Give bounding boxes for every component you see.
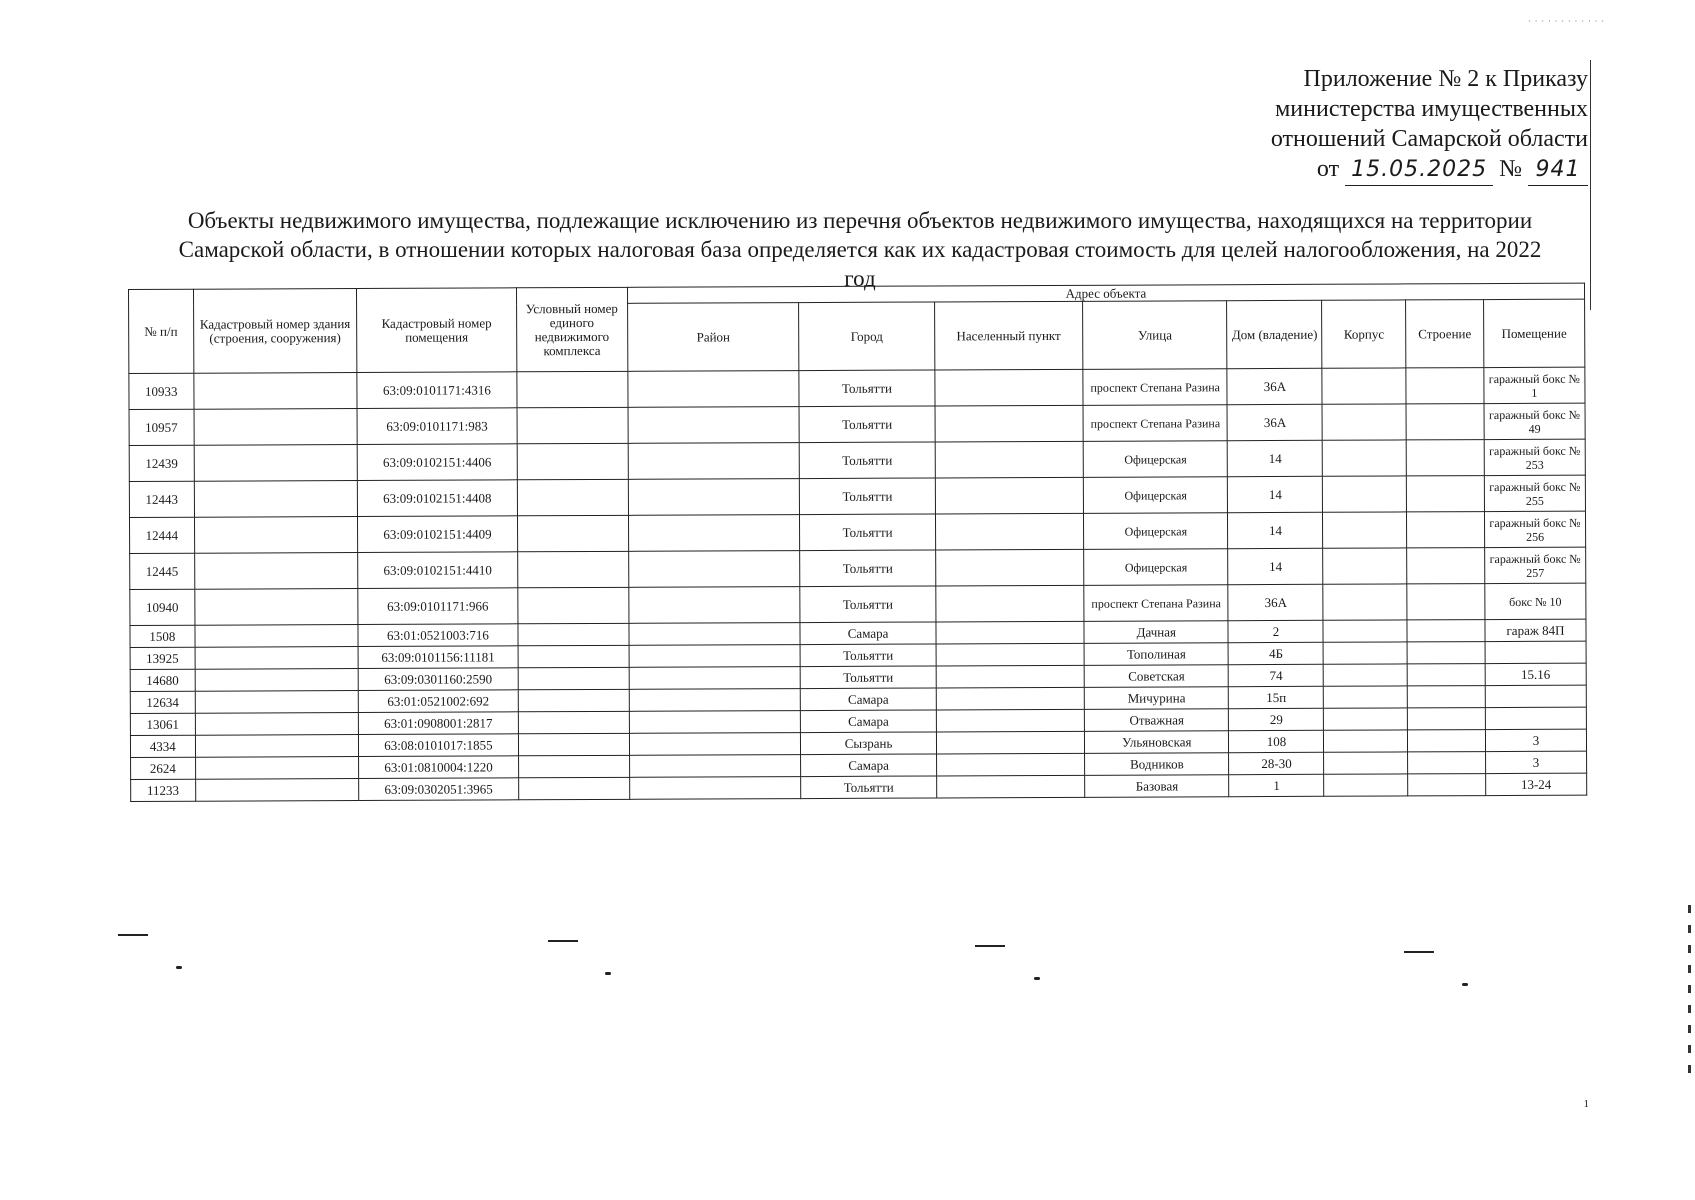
- cell-building-cadastral: [195, 778, 359, 801]
- cell-settlement: [935, 513, 1084, 550]
- cell-street: Офицерская: [1083, 477, 1228, 514]
- cell-settlement: [936, 709, 1085, 732]
- cell-street: проспект Степана Разина: [1083, 405, 1228, 442]
- cell-building-cadastral: [194, 445, 358, 482]
- cell-conditional: [518, 667, 629, 689]
- cell-street: Офицерская: [1083, 441, 1228, 478]
- cell-district: [629, 587, 801, 624]
- cell-district: [629, 733, 801, 756]
- cell-district: [628, 479, 800, 516]
- cell-building: [1407, 664, 1485, 686]
- cell-num: 12634: [130, 691, 195, 713]
- header-settlement: Населенный пункт: [934, 301, 1083, 370]
- cell-room: гаражный бокс № 256: [1484, 511, 1585, 547]
- cell-street: Водников: [1085, 753, 1229, 776]
- cell-premises-cadastral: 63:09:0101171:983: [357, 408, 517, 445]
- cell-building: [1408, 774, 1486, 796]
- cell-building: [1408, 752, 1486, 774]
- header-street: Улица: [1083, 301, 1228, 370]
- cell-house: 14: [1228, 476, 1323, 512]
- cell-building: [1407, 642, 1485, 664]
- cell-building: [1408, 730, 1486, 752]
- cell-house: 4Б: [1229, 642, 1324, 664]
- number-prefix: №: [1499, 156, 1522, 182]
- cell-city: Тольятти: [800, 514, 935, 551]
- cell-settlement: [935, 441, 1084, 478]
- cell-settlement: [936, 665, 1085, 688]
- appendix-date-line: [1068, 154, 1588, 186]
- signature-mark: [1462, 983, 1468, 986]
- header-address-group: Адрес объекта: [627, 283, 1584, 303]
- appendix-line-1: Приложение № 2 к Приказу: [1303, 66, 1588, 92]
- cell-room: гаражный бокс № 49: [1484, 403, 1585, 439]
- cell-city: Тольятти: [799, 370, 934, 407]
- cell-korpus: [1324, 774, 1408, 796]
- cell-city: Тольятти: [800, 644, 935, 667]
- cell-korpus: [1323, 512, 1407, 548]
- cell-room: бокс № 10: [1485, 583, 1586, 619]
- cell-district: [629, 689, 801, 712]
- cell-premises-cadastral: 63:01:0908001:2817: [359, 712, 519, 735]
- cell-conditional: [517, 371, 628, 407]
- cell-building: [1408, 708, 1486, 730]
- cell-street: Ульяновская: [1085, 731, 1229, 754]
- header-num: № п/п: [129, 289, 194, 373]
- cell-street: проспект Степана Разина: [1084, 585, 1229, 622]
- cell-district: [629, 777, 801, 800]
- cell-conditional: [518, 711, 629, 733]
- cell-num: 2624: [131, 757, 196, 779]
- cell-district: [629, 645, 801, 668]
- cell-settlement: [936, 643, 1085, 666]
- cell-building: [1406, 404, 1484, 440]
- page-number: 1: [1583, 1098, 1589, 1110]
- cell-korpus: [1323, 620, 1407, 642]
- cell-room: гаражный бокс № 257: [1485, 547, 1586, 583]
- cell-house: 29: [1229, 708, 1324, 730]
- cell-room: гаражный бокс № 253: [1484, 439, 1585, 475]
- cell-premises-cadastral: 63:09:0101156:11181: [358, 646, 518, 669]
- cell-building-cadastral: [194, 552, 358, 589]
- cell-room: гараж 84П: [1485, 619, 1586, 641]
- cell-city: Самара: [801, 688, 936, 711]
- order-date: 15.05.2025: [1345, 155, 1493, 186]
- cell-house: 74: [1229, 664, 1324, 686]
- cell-premises-cadastral: 63:09:0102151:4410: [358, 552, 518, 589]
- cell-house: 36А: [1227, 368, 1322, 404]
- cell-district: [628, 371, 800, 408]
- cell-district: [628, 407, 800, 444]
- appendix-line-3: отношений Самарской области: [1270, 126, 1588, 152]
- cell-conditional: [518, 689, 629, 711]
- cell-city: Тольятти: [800, 586, 935, 623]
- signature-mark: [118, 934, 148, 936]
- cell-building: [1407, 512, 1485, 548]
- signature-mark: [975, 945, 1005, 947]
- cell-building-cadastral: [195, 690, 359, 713]
- signature-mark: [1404, 951, 1434, 953]
- appendix-line-2: министерства имущественных: [1275, 96, 1588, 122]
- header-district: Район: [627, 303, 799, 372]
- cell-conditional: [518, 755, 629, 777]
- cell-building: [1406, 440, 1484, 476]
- cell-premises-cadastral: 63:09:0101171:4316: [357, 372, 517, 409]
- cell-street: Офицерская: [1084, 513, 1229, 550]
- cell-building-cadastral: [195, 734, 359, 757]
- cell-building-cadastral: [193, 373, 357, 410]
- cell-district: [629, 623, 801, 646]
- cell-city: Сызрань: [801, 732, 936, 755]
- cell-building: [1407, 620, 1485, 642]
- cell-house: 15п: [1229, 686, 1324, 708]
- cell-korpus: [1323, 548, 1407, 584]
- cell-house: 108: [1229, 730, 1324, 752]
- cell-house: 14: [1228, 512, 1323, 548]
- cell-building-cadastral: [195, 624, 359, 647]
- cell-house: 1: [1229, 774, 1324, 796]
- cell-korpus: [1323, 584, 1407, 620]
- cell-building-cadastral: [195, 756, 359, 779]
- cell-conditional: [517, 515, 628, 551]
- cell-building-cadastral: [194, 481, 358, 518]
- table-body: [129, 367, 1587, 801]
- cell-settlement: [935, 585, 1084, 622]
- cell-korpus: [1323, 642, 1407, 664]
- header-house: Дом (владение): [1227, 300, 1322, 368]
- cell-settlement: [936, 687, 1085, 710]
- cell-street: Базовая: [1085, 775, 1229, 798]
- cell-room: 3: [1485, 751, 1586, 773]
- cell-street: Советская: [1084, 665, 1228, 688]
- cell-district: [628, 515, 800, 552]
- cell-num: 14680: [130, 669, 195, 691]
- page-right-border: [1590, 60, 1591, 310]
- cell-premises-cadastral: 63:09:0102151:4408: [358, 480, 518, 517]
- from-prefix: от: [1316, 156, 1340, 182]
- cell-num: 13061: [130, 713, 195, 735]
- cell-num: 1508: [130, 625, 195, 647]
- cell-num: 11233: [131, 779, 196, 801]
- cell-premises-cadastral: 63:01:0810004:1220: [359, 756, 519, 779]
- cell-conditional: [517, 443, 628, 479]
- cell-premises-cadastral: 63:09:0302051:3965: [359, 778, 519, 801]
- cell-conditional: [517, 587, 628, 623]
- cell-street: Офицерская: [1084, 549, 1229, 586]
- cell-room: 13-24: [1486, 773, 1587, 795]
- cell-conditional: [518, 623, 629, 645]
- cell-building: [1407, 584, 1485, 620]
- cell-korpus: [1324, 686, 1408, 708]
- cell-premises-cadastral: 63:01:0521003:716: [358, 624, 518, 647]
- signature-mark: [605, 972, 611, 975]
- cell-city: Самара: [801, 710, 936, 733]
- cell-city: Самара: [800, 622, 935, 645]
- order-number: 941: [1528, 155, 1588, 186]
- cell-settlement: [936, 775, 1085, 798]
- cell-num: 4334: [130, 735, 195, 757]
- cell-settlement: [935, 477, 1084, 514]
- cell-num: 13925: [130, 647, 195, 669]
- header-city: Город: [799, 302, 935, 371]
- cell-house: 14: [1228, 440, 1323, 476]
- cell-district: [628, 551, 800, 588]
- cell-house: 14: [1228, 548, 1323, 584]
- cell-district: [629, 755, 801, 778]
- cell-building: [1407, 686, 1485, 708]
- cell-room: 15.16: [1485, 663, 1586, 685]
- document-title: Объекты недвижимого имущества, подлежащие исключению из перечня объектов недвижимого имущества, находящихся на территории Самарской области, в отношении которых налоговая база определяется как их кадастровая стоимость для целей налогообложения, на 2022 год: [178, 208, 1542, 291]
- signature-mark: [548, 940, 578, 942]
- cell-premises-cadastral: 63:09:0301160:2590: [358, 668, 518, 691]
- cell-premises-cadastral: 63:09:0101171:966: [358, 588, 518, 625]
- cell-num: 12444: [129, 517, 194, 553]
- cell-premises-cadastral: 63:01:0521002:692: [358, 690, 518, 713]
- cell-num: 12445: [130, 553, 195, 589]
- scan-header-mark: · · · · · · · · · · · ·: [1528, 17, 1605, 26]
- cell-settlement: [936, 753, 1085, 776]
- cell-building: [1407, 548, 1485, 584]
- cell-conditional: [518, 733, 629, 755]
- cell-building-cadastral: [194, 409, 358, 446]
- cell-city: Самара: [801, 754, 936, 777]
- cell-street: Тополиная: [1084, 643, 1228, 666]
- header-building: Строение: [1406, 300, 1484, 368]
- cell-street: Мичурина: [1084, 687, 1228, 710]
- cell-conditional: [517, 407, 628, 443]
- cell-city: Тольятти: [800, 478, 935, 515]
- cell-building-cadastral: [194, 517, 358, 554]
- cell-settlement: [935, 405, 1084, 442]
- cell-korpus: [1324, 664, 1408, 686]
- cell-room: [1485, 685, 1586, 707]
- cell-conditional: [517, 479, 628, 515]
- cell-house: 36А: [1228, 584, 1323, 620]
- cell-korpus: [1322, 404, 1406, 440]
- cell-room: гаражный бокс № 1: [1484, 367, 1585, 403]
- cell-settlement: [935, 369, 1084, 406]
- cell-district: [628, 443, 800, 480]
- cell-num: 12439: [129, 445, 194, 481]
- cell-building-cadastral: [195, 668, 359, 691]
- cell-premises-cadastral: 63:08:0101017:1855: [359, 734, 519, 757]
- cell-num: 12443: [129, 481, 194, 517]
- cell-korpus: [1323, 440, 1407, 476]
- cell-room: [1485, 641, 1586, 663]
- cell-korpus: [1324, 730, 1408, 752]
- signature-mark: [176, 966, 182, 969]
- header-room: Помещение: [1483, 299, 1584, 367]
- cell-street: Отважная: [1084, 709, 1228, 732]
- cell-city: Тольятти: [800, 442, 935, 479]
- cell-settlement: [936, 621, 1085, 644]
- header-building-cadastral: Кадастровый номер здания (строения, сооружения): [193, 289, 357, 374]
- signature-mark: [1034, 977, 1040, 980]
- cell-korpus: [1324, 708, 1408, 730]
- scan-edge-marks: [1688, 905, 1691, 1085]
- cell-room: [1485, 707, 1586, 729]
- cell-conditional: [518, 645, 629, 667]
- cell-num: 10940: [130, 589, 195, 625]
- cell-district: [629, 667, 801, 690]
- appendix-block: [1068, 64, 1591, 186]
- cell-city: Тольятти: [800, 550, 935, 587]
- header-premises-cadastral: Кадастровый номер помещения: [357, 288, 517, 373]
- cell-building: [1407, 476, 1485, 512]
- cell-building-cadastral: [195, 646, 359, 669]
- cell-building-cadastral: [195, 712, 359, 735]
- cell-street: проспект Степана Разина: [1083, 369, 1228, 406]
- header-conditional-number: Условный номер единого недвижимого комплекса: [516, 287, 627, 371]
- cell-city: Тольятти: [801, 666, 936, 689]
- cell-premises-cadastral: 63:09:0102151:4406: [357, 444, 517, 481]
- cell-building: [1406, 368, 1484, 404]
- cell-house: 28-30: [1229, 752, 1324, 774]
- cell-building-cadastral: [194, 588, 358, 625]
- header-korpus: Корпус: [1322, 300, 1406, 368]
- cell-korpus: [1324, 752, 1408, 774]
- objects-table: [128, 283, 1587, 802]
- cell-korpus: [1323, 476, 1407, 512]
- cell-city: Тольятти: [799, 406, 934, 443]
- cell-korpus: [1322, 368, 1406, 404]
- cell-district: [629, 711, 801, 734]
- cell-conditional: [517, 551, 628, 587]
- cell-house: 2: [1228, 620, 1323, 642]
- cell-settlement: [935, 549, 1084, 586]
- cell-num: 10933: [129, 373, 194, 409]
- cell-premises-cadastral: 63:09:0102151:4409: [358, 516, 518, 553]
- cell-street: Дачная: [1084, 621, 1228, 644]
- cell-house: 36А: [1227, 404, 1322, 440]
- cell-room: 3: [1485, 729, 1586, 751]
- cell-num: 10957: [129, 409, 194, 445]
- cell-settlement: [936, 731, 1085, 754]
- cell-room: гаражный бокс № 255: [1484, 475, 1585, 511]
- cell-city: Тольятти: [801, 776, 936, 799]
- cell-conditional: [518, 777, 629, 799]
